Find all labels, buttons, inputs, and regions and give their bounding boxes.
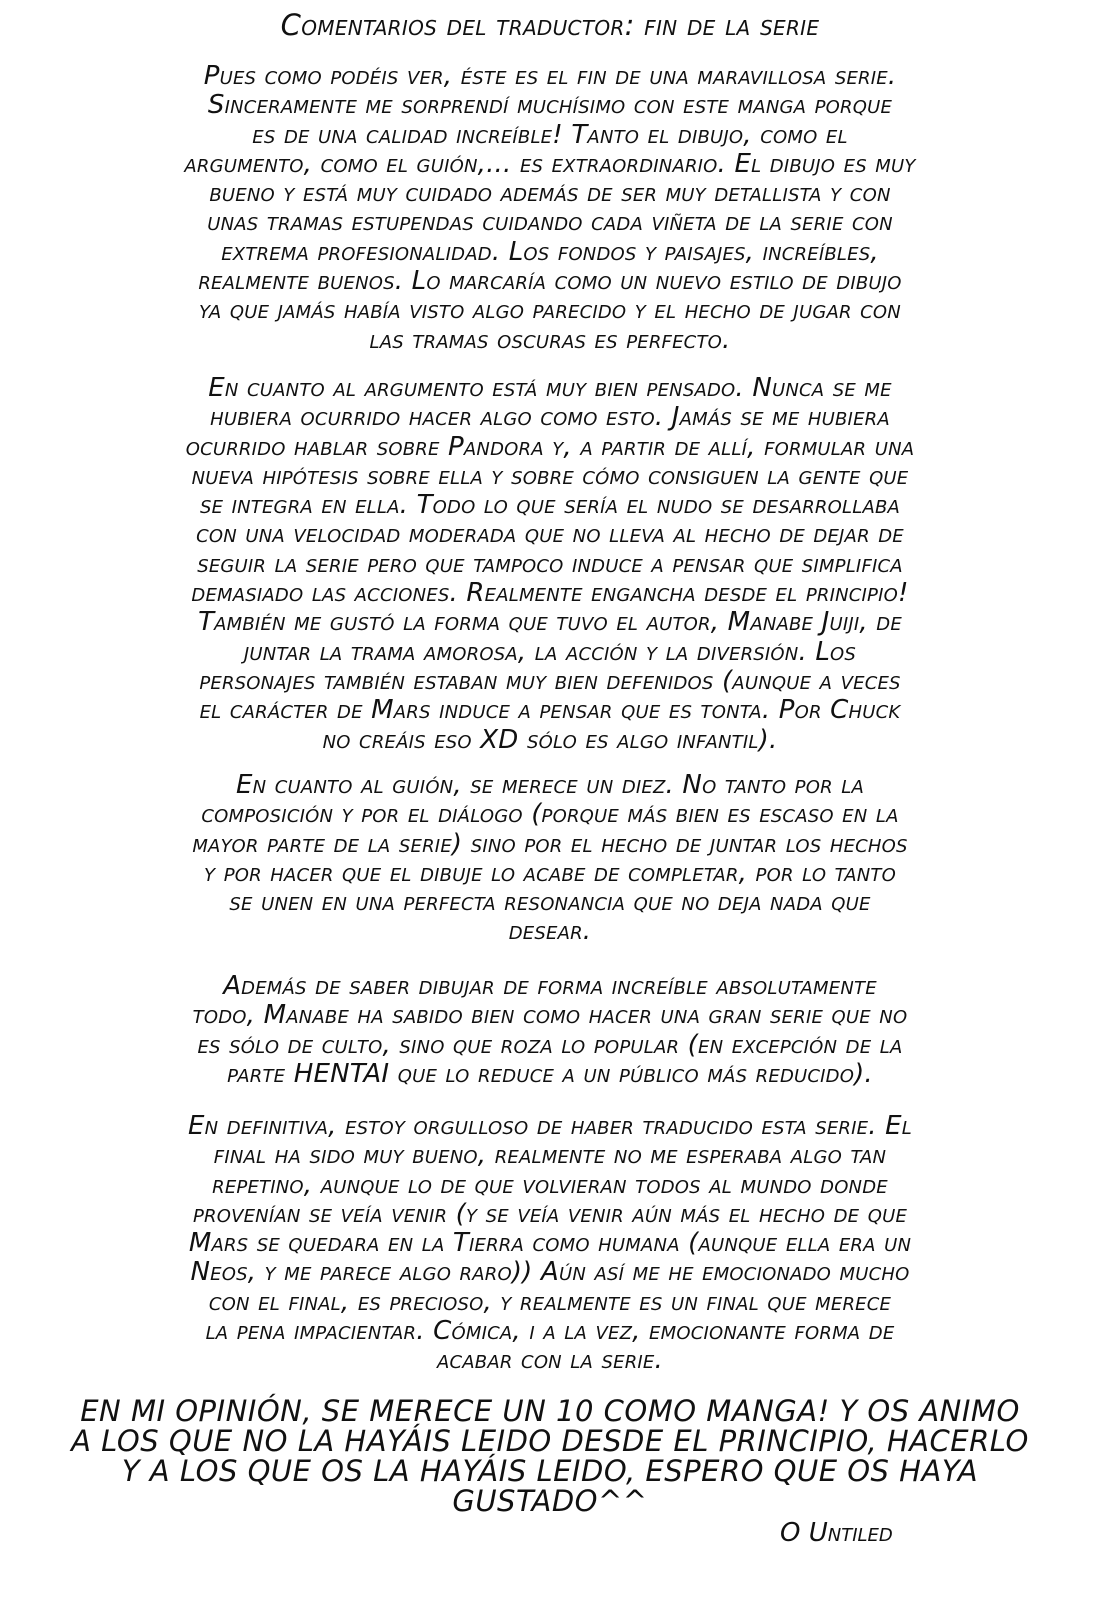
text-line: Sinceramente me sorprendí muchísimo con este manga porque	[207, 90, 893, 121]
text-line: con el final, es precioso, y realmente es un final que merece	[208, 1286, 892, 1317]
text-line: seguir la serie pero que tampoco induce a pensar que simplifica	[197, 548, 903, 579]
page-title: Comentarios del traductor: fin de la serie	[280, 8, 820, 42]
text-line: desear.	[508, 916, 592, 947]
text-line: realmente buenos. Lo marcaría como un nuevo estilo de dibujo	[198, 266, 902, 297]
text-line: es sólo de culto, sino que roza lo popular (en excepción de la	[197, 1029, 903, 1060]
text-line: unas tramas estupendas cuidando cada viñeta de la serie con	[207, 207, 893, 238]
text-line: acabar con la serie.	[437, 1345, 663, 1376]
paragraph-conclusion	[40, 1112, 1060, 1376]
text-line: composición y por el diálogo (porque más bien es escaso en la	[201, 799, 899, 830]
text-line: el carácter de Mars induce a pensar que es tonta. Por Chuck	[199, 695, 901, 726]
text-line: provenían se veía venir (y se veía venir aún más el hecho de que	[192, 1198, 908, 1229]
text-line: hubiera ocurrido hacer algo como esto. Jamás se me hubiera	[210, 402, 890, 433]
text-line: bueno y está muy cuidado además de ser muy detallista y con	[209, 178, 891, 209]
text-line: En cuanto al guión, se merece un diez. No tanto por la	[235, 770, 865, 800]
text-line: extrema profesionalidad. Los fondos y paisajes, increíbles,	[221, 236, 879, 267]
text-line: ocurrido hablar sobre Pandora y, a partir de allí, formular una	[185, 431, 915, 462]
text-line: A LOS QUE NO LA HAYÁIS LEIDO DESDE EL PRINCIPIO, HACERLO	[71, 1424, 1029, 1458]
text-line: las tramas oscuras es perfecto.	[369, 324, 731, 355]
text-line: argumento, como el guión,... es extraordinario. El dibujo es muy	[184, 148, 916, 179]
paragraph-plot	[40, 374, 1060, 755]
text-line: Mars se quedara en la Tierra como humana (aunque ella era un	[188, 1228, 912, 1259]
text-line: Neos, y me parece algo raro)) Aún así me he emocionado mucho	[190, 1257, 910, 1288]
text-line: Pues como podéis ver, éste es el fin de una maravillosa serie.	[203, 61, 897, 91]
paragraph-script	[40, 771, 1060, 947]
paragraph-art	[40, 62, 1060, 355]
text-line: También me gustó la forma que tuvo el autor, Manabe Juiji, de	[198, 607, 902, 638]
text-line: personajes también estaban muy bien defenidos (aunque a veces	[199, 665, 901, 696]
text-line: es de una calidad increíble! Tanto el dibujo, como el	[252, 119, 848, 150]
paragraph-opinion	[40, 1396, 1060, 1516]
text-line: final ha sido muy bueno, realmente no me esperaba algo tan	[213, 1140, 887, 1171]
text-line: EN MI OPINIÓN, SE MERECE UN 10 COMO MANGA! Y OS ANIMO	[80, 1394, 1020, 1428]
text-line: juntar la trama amorosa, la acción y la diversión. Los	[243, 636, 857, 667]
text-line: demasiado las acciones. Realmente engancha desde el principio!	[191, 578, 909, 609]
text-line: no creáis eso XD sólo es algo infantil).	[322, 724, 778, 755]
text-line: la pena impacientar. Cómica, i a la vez, emocionante forma de	[205, 1316, 895, 1347]
signature: O Untiled	[780, 1518, 893, 1548]
paragraph-popularity	[40, 972, 1060, 1089]
text-line: todo, Manabe ha sabido bien como hacer una gran serie que no	[192, 1000, 908, 1031]
text-line: y por hacer que el dibuje lo acabe de completar, por lo tanto	[204, 857, 896, 888]
text-line: En definitiva, estoy orgulloso de haber traducido esta serie. El	[188, 1111, 912, 1141]
text-line: parte HENTAI que lo reduce a un público más reducido).	[227, 1058, 873, 1089]
text-line: mayor parte de la serie) sino por el hecho de juntar los hechos	[192, 828, 908, 859]
text-line: En cuanto al argumento está muy bien pensado. Nunca se me	[208, 373, 892, 403]
text-line: Además de saber dibujar de forma increíble absolutamente	[223, 971, 877, 1001]
text-line: Y A LOS QUE OS LA HAYÁIS LEIDO, ESPERO QUE OS HAYA	[121, 1454, 979, 1488]
text-line: repetino, aunque lo de que volvieran todos al mundo donde	[212, 1169, 888, 1200]
text-line: nueva hipótesis sobre ella y sobre cómo consiguen la gente que	[191, 460, 909, 491]
text-line: con una velocidad moderada que no lleva al hecho de dejar de	[196, 519, 904, 550]
text-line: se integra en ella. Todo lo que sería el nudo se desarrollaba	[199, 490, 901, 521]
text-line: ya que jamás había visto algo parecido y el hecho de jugar con	[199, 295, 901, 326]
text-line: GUSTADO^^	[452, 1484, 648, 1518]
text-line: se unen en una perfecta resonancia que no deja nada que	[229, 887, 871, 918]
